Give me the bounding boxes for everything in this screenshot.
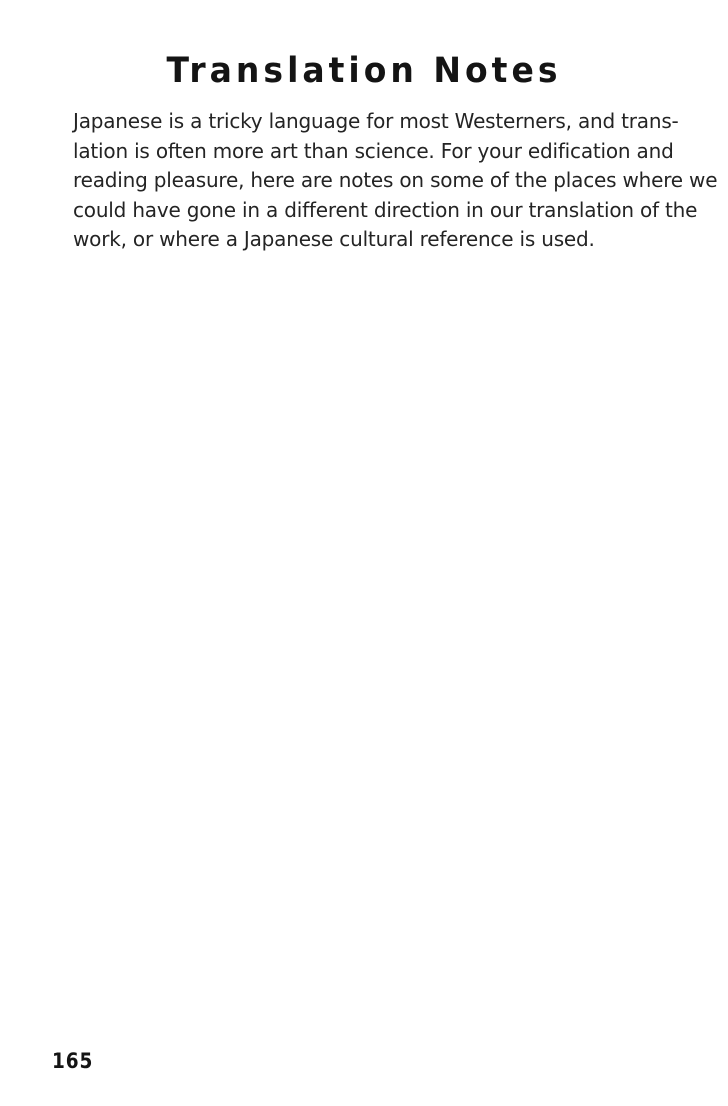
intro-paragraph [73,107,718,255]
paragraph-line-1: Japanese is a tricky language for most Westerners, and trans- [73,109,679,133]
paragraph-line-4: could have gone in a different direction in our translation of the [73,197,698,222]
paragraph-line-2: lation is often more art than science. For your edification and [73,138,674,163]
paragraph-line-5: work, or where a Japanese cultural reference is used. [73,227,595,252]
page-number: 165 [52,1049,94,1073]
page-title: Translation Notes [166,50,562,91]
paragraph-line-3: reading pleasure, here are notes on some of the places where we [73,168,718,193]
